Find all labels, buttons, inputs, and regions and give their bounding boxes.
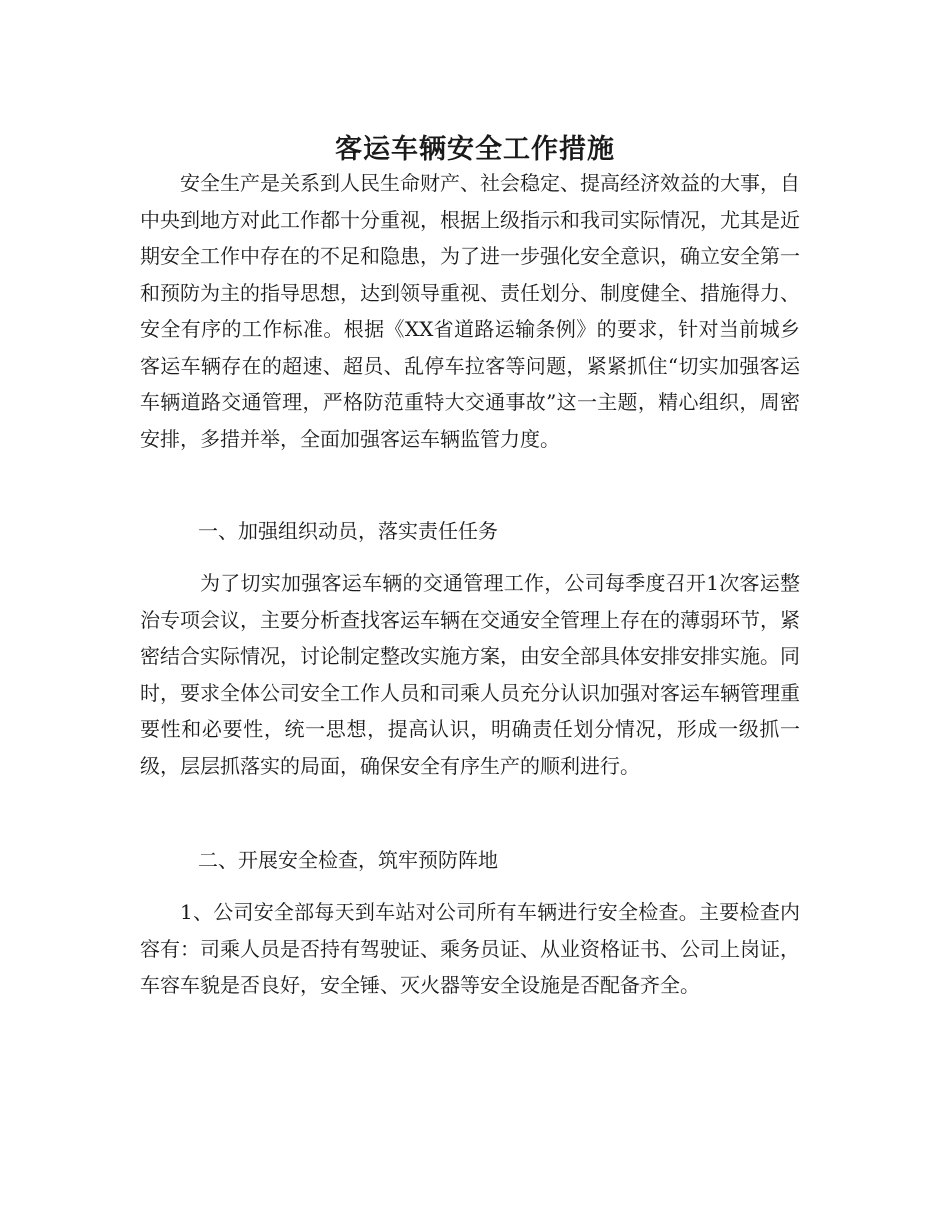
section2-heading: 二、开展安全检查，筑牢预防阵地: [198, 848, 498, 872]
intro-paragraph: 安全生产是关系到人民生命财产、社会稳定、提高经济效益的大事，自中央到地方对此工作都十分重视，根据上级指示和我司实际情况，尤其是近期安全工作中存在的不足和隐患，为了进一步强化安全意识，确立安全第一和预防为主的指导思想，达到领导重视、责任划分、制度健全、措施得力、安全有序的工作标准。根据《XX省道路运输条例》的要求，针对当前城乡客运车辆存在的超速、超员、乱停车拉客等问题，紧紧抓住“切实加强客运车辆道路交通管理，严格防范重特大交通事故”这一主题，精心组织，周密安排，多措并举，全面加强客运车辆监管力度。: [140, 171, 800, 451]
document-title: 客运车辆安全工作措施: [335, 134, 615, 166]
section1-heading: 一、加强组织动员，落实责任任务: [198, 519, 498, 543]
section1-paragraph: 为了切实加强客运车辆的交通管理工作，公司每季度召开1次客运整治专项会议，主要分析查找客运车辆在交通安全管理上存在的薄弱环节，紧密结合实际情况，讨论制定整改实施方案，由安全部具体安排安排实施。同时，要求全体公司安全工作人员和司乘人员充分认识加强对客运车辆管理重要性和必要性，统一思想，提高认识，明确责任划分情况，形成一级抓一级，层层抓落实的局面，确保安全有序生产的顺利进行。: [140, 571, 800, 778]
section2-item1-paragraph: 1、公司安全部每天到车站对公司所有车辆进行安全检查。主要检查内容有：司乘人员是否持有驾驶证、乘务员证、从业资格证书、公司上岗证，车容车貌是否良好，安全锤、灭火器等安全设施是否配备齐全。: [140, 900, 800, 997]
